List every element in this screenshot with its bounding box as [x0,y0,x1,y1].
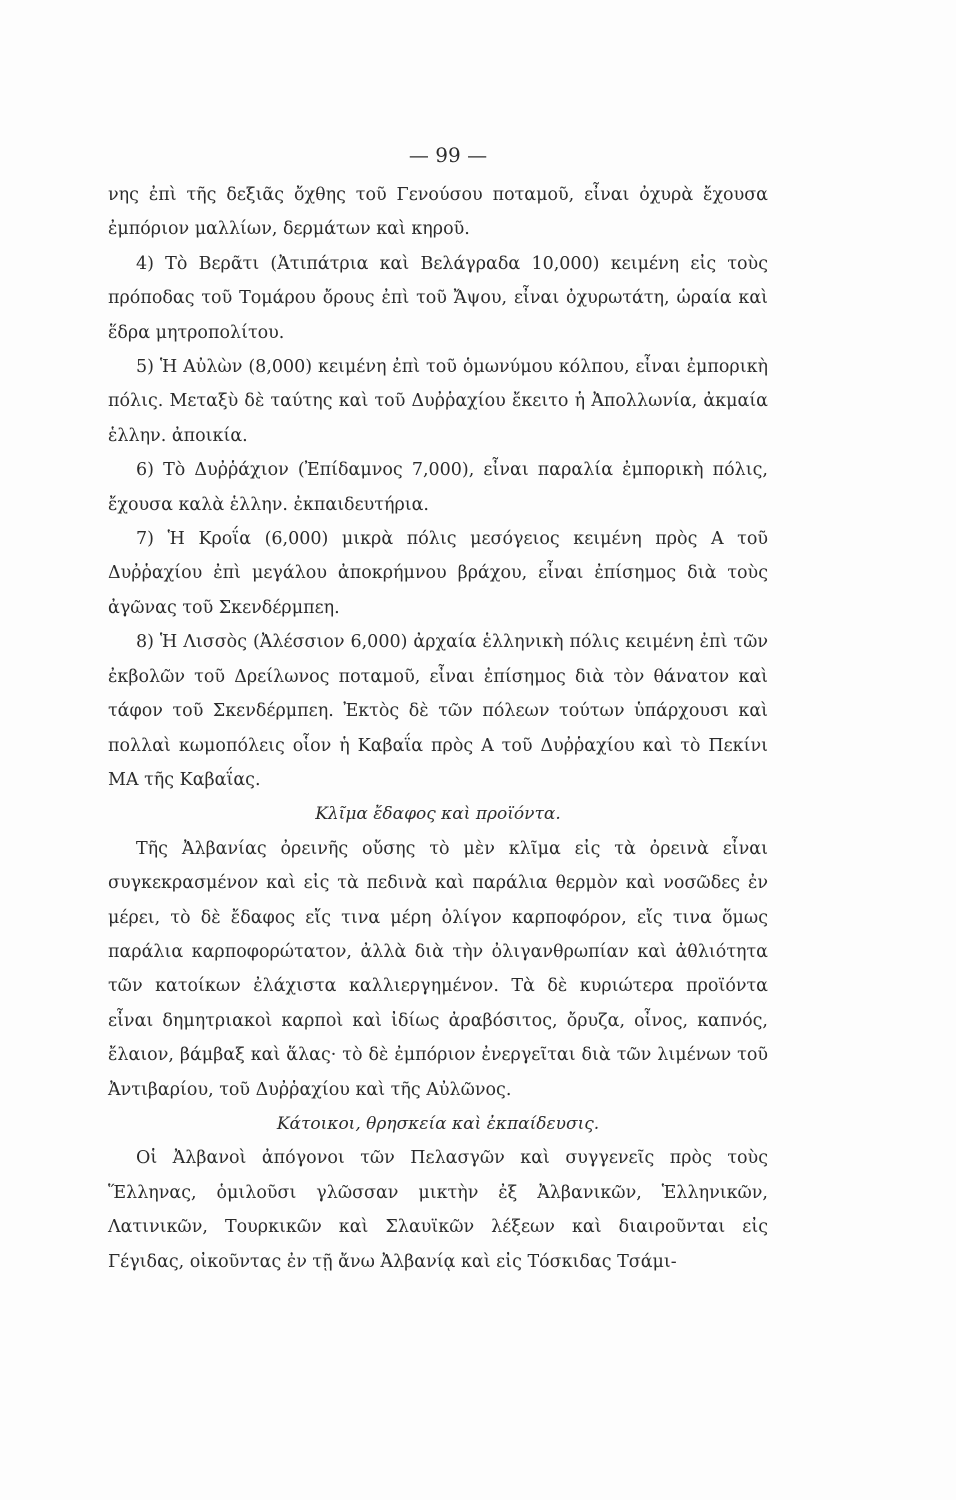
paragraph-lissos: 8) Ἡ Λισσὸς (Ἀλέσσιον 6,000) ἀρχαία ἑλληνικὴ πόλις κειμένη ἐπὶ τῶν ἐκβολῶν τοῦ Δρείλωνος ποταμοῦ, εἶναι ἐπίσημος διὰ τὸν θάνατον καὶ τάφον τοῦ Σκενδέρμπεη. Ἐκτὸς δὲ τῶν πόλεων τούτων ὑπάρχουσι καὶ πολλαὶ κωμοπόλεις οἷον ἡ Καβαΐα πρὸς Α τοῦ Δυῤῥαχίου καὶ τὸ Πεκίνι ΜΑ τῆς Καβαΐας. [108,632,768,790]
paragraph-dyrrachion: 6) Τὸ Δυῤῥάχιον (Ἐπίδαμνος 7,000), εἶναι παραλία ἐμπορικὴ πόλις, ἔχουσα καλὰ ἑλλην. ἐκπαιδευτήρια. [108,460,768,515]
page-number: — 99 — [408,143,488,167]
paragraph-climate: Τῆς Ἀλβανίας ὀρεινῆς οὔσης τὸ μὲν κλῖμα εἰς τὰ ὀρεινὰ εἶναι συγκεκρασμένον καὶ εἰς τὰ πεδινὰ καὶ παράλια θερμὸν καὶ νοσῶδες ἐν μέρει, τὸ δὲ ἔδαφος εἴς τινα μέρη ὀλίγον καρποφόρον, εἴς τινα ὅμως παράλια καρποφορώτατον, ἀλλὰ διὰ τὴν ὀλιγανθρωπίαν καὶ ἀθλιότητα τῶν κατοίκων ἐλάχιστα καλλιεργημένον. Τὰ δὲ κυριώτερα προϊόντα εἶναι δημητριακοὶ καρποὶ καὶ ἰδίως ἀραβόσιτος, ὄρυζα, οἶνος, καπνός, ἔλαιον, βάμβαξ καὶ ἅλας· τὸ δὲ ἐμπόριον ἐνεργεῖται διὰ τῶν λιμένων τοῦ Ἀντιβαρίου, τοῦ Δυῤῥαχίου καὶ τῆς Αὐλῶνος. [108,838,768,1100]
paragraph-inhabitants: Οἱ Ἀλβανοὶ ἀπόγονοι τῶν Πελασγῶν καὶ συγγενεῖς πρὸς τοὺς Ἕλληνας, ὁμιλοῦσι γλῶσσαν μικτὴν ἐξ Ἀλβανικῶν, Ἑλληνικῶν, Λατινικῶν, Τουρκικῶν καὶ Σλαυϊκῶν λέξεων καὶ διαιροῦνται εἰς Γέγιδας, οἰκοῦντας ἐν τῇ ἄνω Ἀλβανίᾳ καὶ εἰς Τόσκιδας Τσάμι- [108,1148,768,1272]
paragraph-avlon: 5) Ἡ Αὐλὼν (8,000) κειμένη ἐπὶ τοῦ ὁμωνύμου κόλπου, εἶναι ἐμπορικὴ πόλις. Μεταξὺ δὲ ταύτης καὶ τοῦ Δυῤῥαχίου ἔκειτο ἡ Ἀπολλωνία, ἀκμαία ἑλλην. ἀποικία. [108,357,768,446]
page-text [108,140,768,1279]
section-heading-climate: Κλῖμα ἔδαφος καὶ προϊόντα. [315,804,561,825]
paragraph-kroia: 7) Ἡ Κροΐα (6,000) μικρὰ πόλις μεσόγειος κειμένη πρὸς Α τοῦ Δυῤῥαχίου ἐπὶ μεγάλου ἀποκρήμνου βράχου, εἶναι ἐπίσημος διὰ τοὺς ἀγῶνας τοῦ Σκενδέρμπεη. [108,529,768,618]
paragraph-berat: 4) Τὸ Βερᾶτι (Ἀτιπάτρια καὶ Βελάγραδα 10,000) κειμένη εἰς τοὺς πρόποδας τοῦ Τομάρου ὄρους ἐπὶ τοῦ Ἄψου, εἶναι ὀχυρωτάτη, ὡραία καὶ ἕδρα μητροπολίτου. [108,253,768,343]
section-heading-inhabitants: Κάτοικοι, θρησκεία καὶ ἐκπαίδευσις. [276,1113,600,1134]
paragraph-continuation: νης ἐπὶ τῆς δεξιᾶς ὄχθης τοῦ Γενούσου ποταμοῦ, εἶναι ὀχυρὰ ἔχουσα ἐμπόριον μαλλίων, δερμάτων καὶ κηροῦ. [108,185,768,240]
